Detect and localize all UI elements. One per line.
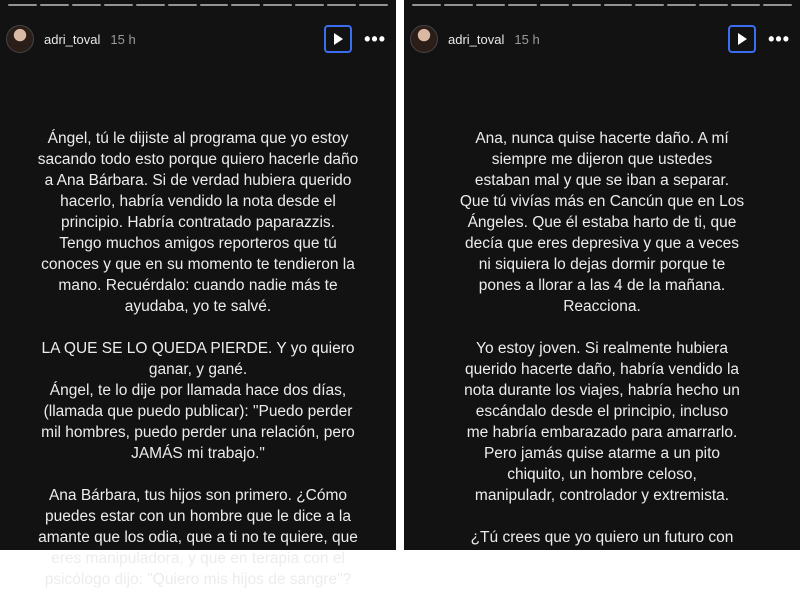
text-line: Pero jamás quise atarme a un pito bbox=[483, 445, 721, 462]
story-header bbox=[0, 14, 396, 64]
story-progress-bar bbox=[8, 4, 388, 7]
text-line: ayudaba, yo te salvé. bbox=[124, 298, 272, 315]
text-line: eres manipuladora, y que en terapia con el bbox=[51, 550, 345, 567]
text-line: puedes estar con un hombre que le dice a la bbox=[45, 508, 351, 525]
text-line: querido hacerte daño, habría vendido la bbox=[464, 361, 740, 378]
avatar[interactable] bbox=[410, 25, 438, 53]
play-icon bbox=[735, 32, 749, 46]
progress-segment bbox=[572, 4, 601, 6]
post-time: 15 h bbox=[514, 31, 540, 47]
text-line: chiquito, un hombre celoso, bbox=[507, 466, 697, 483]
more-options-icon[interactable]: ••• bbox=[364, 29, 386, 49]
progress-segment bbox=[731, 4, 760, 6]
text-line: JAMÁS mi trabajo." bbox=[131, 445, 265, 462]
text-line: siempre me dijeron que ustedes bbox=[491, 151, 713, 168]
story-text bbox=[404, 128, 800, 569]
paragraph bbox=[12, 485, 384, 590]
text-line: manipuladr, controlador y extremista. bbox=[474, 487, 730, 504]
text-line: Que tú vivías más en Cancún que en Los bbox=[459, 193, 745, 210]
text-line: hacerlo, habría vendido la nota desde el bbox=[60, 193, 336, 210]
text-line: LA QUE SE LO QUEDA PIERDE. Y yo quiero bbox=[41, 340, 355, 357]
text-line: conoces y que en su momento te tendieron la bbox=[41, 256, 355, 273]
progress-segment bbox=[231, 4, 260, 6]
story-panel-right[interactable] bbox=[404, 0, 800, 550]
progress-segment bbox=[40, 4, 69, 6]
progress-segment bbox=[168, 4, 197, 6]
avatar[interactable] bbox=[6, 25, 34, 53]
text-line: nota durante los viajes, habría hecho un bbox=[464, 382, 740, 399]
progress-segment bbox=[72, 4, 101, 6]
text-line: a Ana Bárbara. Si de verdad hubiera querido bbox=[44, 172, 352, 189]
text-line: Yo estoy joven. Si realmente hubiera bbox=[476, 340, 728, 357]
text-line: psicólogo dijo: "Quiero mis hijos de sangre"? bbox=[44, 571, 352, 588]
paragraph bbox=[416, 128, 788, 317]
text-line: Ángeles. Que él estaba harto de ti, que bbox=[467, 214, 737, 231]
text-line: sacando todo esto porque quiero hacerle daño bbox=[37, 151, 359, 168]
text-line: (llamada que puedo publicar): "Puedo perder bbox=[43, 403, 353, 420]
story-text bbox=[0, 128, 396, 611]
paragraph bbox=[416, 338, 788, 506]
text-line: decía que eres depresiva y que a veces bbox=[464, 235, 739, 252]
text-line: Ana Bárbara, tus hijos son primero. ¿Cómo bbox=[48, 487, 348, 504]
progress-segment bbox=[699, 4, 728, 6]
progress-segment bbox=[8, 4, 37, 6]
progress-segment bbox=[444, 4, 473, 6]
progress-segment bbox=[540, 4, 569, 6]
text-line: pones a llorar a las 4 de la mañana. bbox=[478, 277, 726, 294]
more-options-icon[interactable]: ••• bbox=[768, 29, 790, 49]
progress-segment bbox=[604, 4, 633, 6]
progress-segment bbox=[359, 4, 388, 6]
text-line: Ángel, tú le dijiste al programa que yo estoy bbox=[47, 130, 349, 147]
progress-segment bbox=[295, 4, 324, 6]
story-header bbox=[404, 14, 800, 64]
progress-segment bbox=[263, 4, 292, 6]
text-line: ganar, y gané. bbox=[148, 361, 248, 378]
progress-segment bbox=[476, 4, 505, 6]
paragraph bbox=[12, 338, 384, 464]
username[interactable]: adri_toval bbox=[448, 31, 505, 47]
progress-segment bbox=[327, 4, 356, 6]
username[interactable]: adri_toval bbox=[44, 31, 101, 47]
text-line: ni siquiera lo dejas dormir porque te bbox=[478, 256, 726, 273]
story-progress-bar bbox=[412, 4, 792, 7]
text-line: escándalo desde el principio, incluso bbox=[475, 403, 729, 420]
text-line: mil hombres, puedo perder una relación, pero bbox=[41, 424, 355, 441]
paragraph bbox=[416, 527, 788, 548]
progress-segment bbox=[635, 4, 664, 6]
text-line: estaban mal y que se iban a separar. bbox=[474, 172, 730, 189]
text-line: Tengo muchos amigos reporteros que tú bbox=[59, 235, 337, 252]
progress-segment bbox=[667, 4, 696, 6]
progress-segment bbox=[763, 4, 792, 6]
post-time: 15 h bbox=[110, 31, 136, 47]
text-line: Ana, nunca quise hacerte daño. A mí bbox=[475, 130, 729, 147]
text-line: me habría embarazado para amarrarlo. bbox=[466, 424, 738, 441]
story-panel-left[interactable] bbox=[0, 0, 396, 588]
text-line: mano. Recuérdalo: cuando nadie más te bbox=[58, 277, 338, 294]
text-line: Reacciona. bbox=[563, 298, 641, 315]
play-icon bbox=[331, 32, 345, 46]
progress-segment bbox=[136, 4, 165, 6]
text-line: ¿Tú crees que yo quiero un futuro con bbox=[470, 529, 734, 546]
text-line: principio. Habría contratado paparazzis. bbox=[61, 214, 335, 231]
play-button[interactable] bbox=[728, 25, 756, 53]
play-button[interactable] bbox=[324, 25, 352, 53]
text-line: amante que los odia, que a ti no te quiere, que bbox=[38, 529, 358, 546]
progress-segment bbox=[508, 4, 537, 6]
progress-segment bbox=[412, 4, 441, 6]
text-line: Ángel, te lo dije por llamada hace dos días, bbox=[49, 382, 347, 399]
paragraph bbox=[12, 128, 384, 317]
progress-segment bbox=[104, 4, 133, 6]
progress-segment bbox=[200, 4, 229, 6]
